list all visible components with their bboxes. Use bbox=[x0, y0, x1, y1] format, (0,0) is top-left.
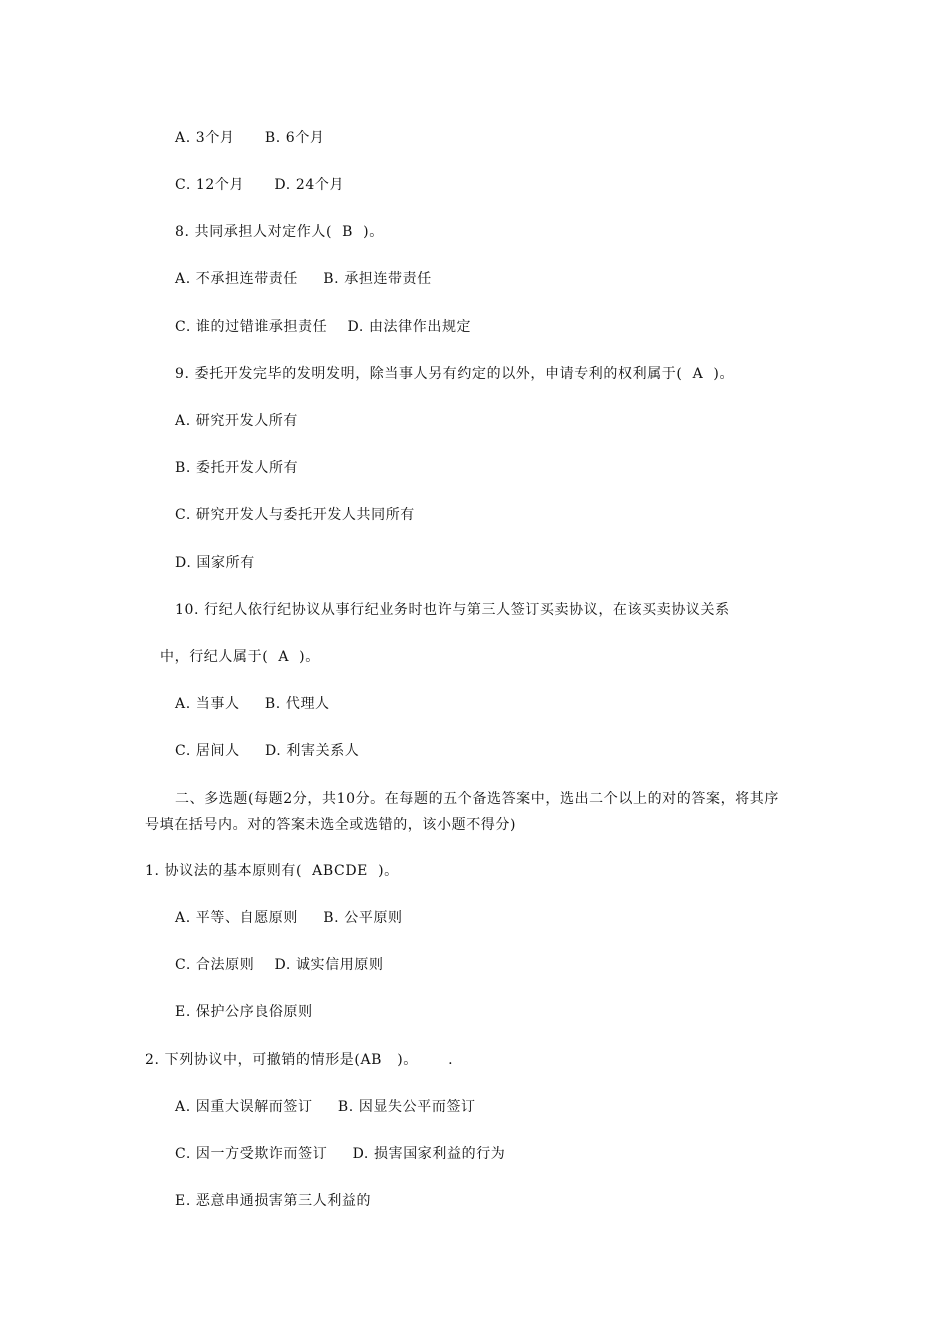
section-2-heading-line-1: 二、多选题(每题2分，共10分。在每题的五个备选答案中，选出二个以上的对的答案，将其序 bbox=[175, 791, 779, 807]
question-10-line-2: 中，行纪人属于( A )。 bbox=[160, 649, 320, 665]
mc-q2-options-ab: A. 因重大误解而签订 B. 因显失公平而签订 bbox=[175, 1099, 476, 1115]
q8-options-cd: C. 谁的过错谁承担责任 D. 由法律作出规定 bbox=[175, 319, 472, 335]
mc-q1-options-cd: C. 合法原则 D. 诚实信用原则 bbox=[175, 957, 384, 973]
q8-options-ab: A. 不承担连带责任 B. 承担连带责任 bbox=[175, 271, 432, 287]
mc-q1-options-ab: A. 平等、自愿原则 B. 公平原则 bbox=[175, 910, 403, 926]
q7-options-cd: C. 12个月 D. 24个月 bbox=[175, 177, 345, 193]
q9-option-b: B. 委托开发人所有 bbox=[175, 460, 299, 476]
mc-question-1: 1. 协议法的基本原则有( ABCDE )。 bbox=[145, 863, 399, 879]
q9-option-c: C. 研究开发人与委托开发人共同所有 bbox=[175, 507, 415, 523]
question-9: 9. 委托开发完毕的发明发明，除当事人另有约定的以外，申请专利的权利属于( A )。 bbox=[175, 366, 735, 382]
mc-question-2: 2. 下列协议中，可撤销的情形是(AB )。 . bbox=[145, 1052, 454, 1068]
mc-q1-option-e: E. 保护公序良俗原则 bbox=[175, 1004, 313, 1020]
mc-q2-option-e: E. 恶意串通损害第三人利益的 bbox=[175, 1193, 372, 1209]
q10-options-ab: A. 当事人 B. 代理人 bbox=[175, 696, 330, 712]
q7-options-ab: A. 3个月 B. 6个月 bbox=[175, 130, 325, 146]
mc-q2-options-cd: C. 因一方受欺诈而签订 D. 损害国家利益的行为 bbox=[175, 1146, 506, 1162]
section-2-heading-line-2: 号填在括号内。对的答案未选全或选错的，该小题不得分) bbox=[145, 817, 517, 833]
question-8: 8. 共同承担人对定作人( B )。 bbox=[175, 224, 384, 240]
question-10-line-1: 10. 行纪人依行纪协议从事行纪业务时也许与第三人签订买卖协议，在该买卖协议关系 bbox=[175, 602, 730, 618]
q10-options-cd: C. 居间人 D. 利害关系人 bbox=[175, 743, 360, 759]
q9-option-a: A. 研究开发人所有 bbox=[175, 413, 299, 429]
q9-option-d: D. 国家所有 bbox=[175, 555, 255, 571]
